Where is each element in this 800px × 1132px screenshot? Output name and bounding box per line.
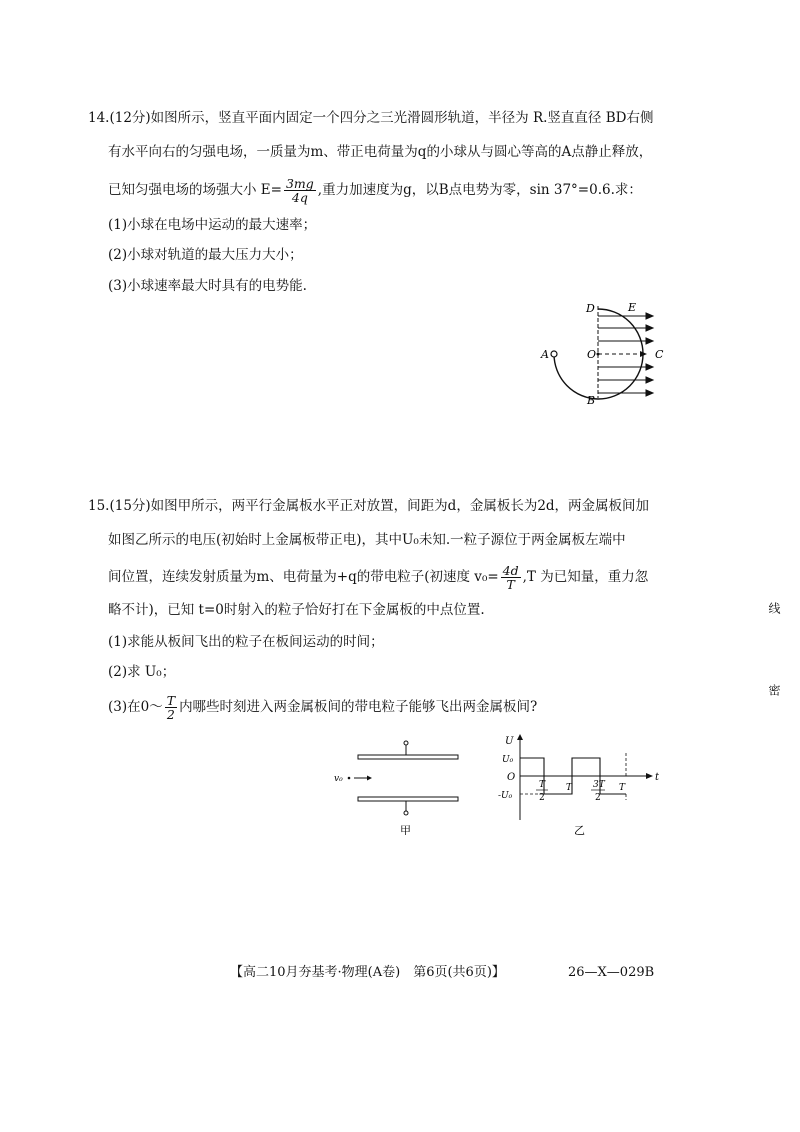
q15-item3-post: 内哪些时刻进入两金属板间的带电粒子能够飞出两金属板间? (179, 699, 538, 715)
upper-plate (358, 755, 458, 759)
q15-line2: 如图乙所示的电压(初始时上金属板带正电)，其中U₀未知.一粒子源位于两金属板左端中 (108, 532, 626, 548)
q15-line3-pre: 间位置，连续发射质量为m、电荷量为+q的带电粒子(初速度 v₀= (108, 569, 499, 585)
q14-track-figure (528, 296, 678, 408)
q14-line3-pre: 已知匀强电场的场强大小 E= (108, 182, 282, 198)
tick-half-t-num: T (539, 780, 546, 790)
label-d: D (586, 302, 595, 315)
axis-u-label: U (505, 736, 514, 747)
half-period-fraction (165, 694, 177, 721)
footer-code: 26—X—029B (568, 965, 655, 980)
lower-plate (358, 797, 458, 801)
velocity-arrowhead (367, 776, 372, 781)
q15-line4: 略不计)，已知 t=0时射入的粒子恰好打在下金属板的中点位置. (108, 602, 485, 618)
axis-t-label: t (655, 772, 660, 783)
u0-label: U₀ (502, 755, 514, 765)
fraction-denominator: 2 (166, 707, 175, 722)
side-mark-line: 线 (767, 602, 781, 614)
v0-label: v₀ (334, 774, 343, 784)
ball-a (551, 351, 557, 357)
tick-3t-half-num: 3T (593, 780, 605, 790)
footer-page-info: 【高二10月夯基考·物理(A卷) 第6页(共6页)】 (230, 965, 505, 980)
center-o (597, 353, 600, 356)
caption-jia: 甲 (400, 824, 411, 835)
fraction-numerator: 4d (502, 563, 519, 578)
fraction-denominator: T (506, 577, 515, 592)
fraction-denominator: 4q (291, 190, 308, 205)
q14-item1: (1)小球在电场中运动的最大速率； (108, 217, 317, 233)
label-e: E (628, 301, 637, 314)
initial-velocity-fraction (501, 564, 521, 591)
q14-item3: (3)小球速率最大时具有的电势能. (108, 278, 307, 294)
side-mark-seal: 密 (767, 684, 781, 696)
q15-line3-post: ,T 为已知量，重力忽 (522, 569, 649, 585)
fig-jia-plates (330, 735, 470, 835)
neg-u0-label: -U₀ (498, 791, 513, 801)
tick-t2-label: T (619, 783, 626, 793)
tick-half-t-den: 2 (539, 793, 545, 803)
label-b: B (587, 394, 596, 407)
caption-yi: 乙 (574, 824, 585, 837)
label-c: C (655, 348, 664, 361)
t-axis-arrow (646, 773, 653, 779)
q14-line3 (108, 177, 642, 204)
q14-line1: 14.(12分)如图所示，竖直平面内固定一个四分之三光滑圆形轨道，半径为 R.竖直直径 BD右侧 (88, 110, 654, 126)
q14-line2: 有水平向右的匀强电场，一质量为m、带正电荷量为q的小球从与圆心等高的A点静止释放， (108, 144, 653, 160)
q15-line1: 15.(15分)如图甲所示，两平行金属板水平正对放置，间距为d，金属板长为2d，两金属板间加 (88, 498, 650, 514)
q15-line3 (108, 564, 648, 591)
label-o: O (587, 348, 597, 361)
tick-t-label: T (566, 783, 573, 793)
label-a: A (541, 348, 549, 361)
u-axis-arrow (517, 734, 523, 740)
lower-terminal-dot (404, 811, 408, 815)
particle (348, 777, 351, 780)
q15-item2: (2)求 U₀； (108, 664, 176, 680)
tick-3t-half-den: 2 (595, 793, 601, 803)
fraction-numerator: T (166, 693, 176, 708)
q14-item2: (2)小球对轨道的最大压力大小； (108, 247, 303, 263)
field-strength-fraction (284, 177, 316, 204)
origin-label: O (507, 772, 516, 783)
q15-item1: (1)求能从板间飞出的粒子在板间运动的时间； (108, 634, 384, 650)
upper-terminal-dot (404, 741, 408, 745)
q15-item3 (108, 694, 537, 721)
fraction-numerator: 3mg (285, 176, 314, 191)
q15-item3-pre: (3)在0～ (108, 699, 163, 715)
q14-line3-post: ,重力加速度为g，以B点电势为零，sin 37°=0.6.求： (317, 182, 642, 198)
fig-yi-voltage-graph (498, 732, 666, 842)
